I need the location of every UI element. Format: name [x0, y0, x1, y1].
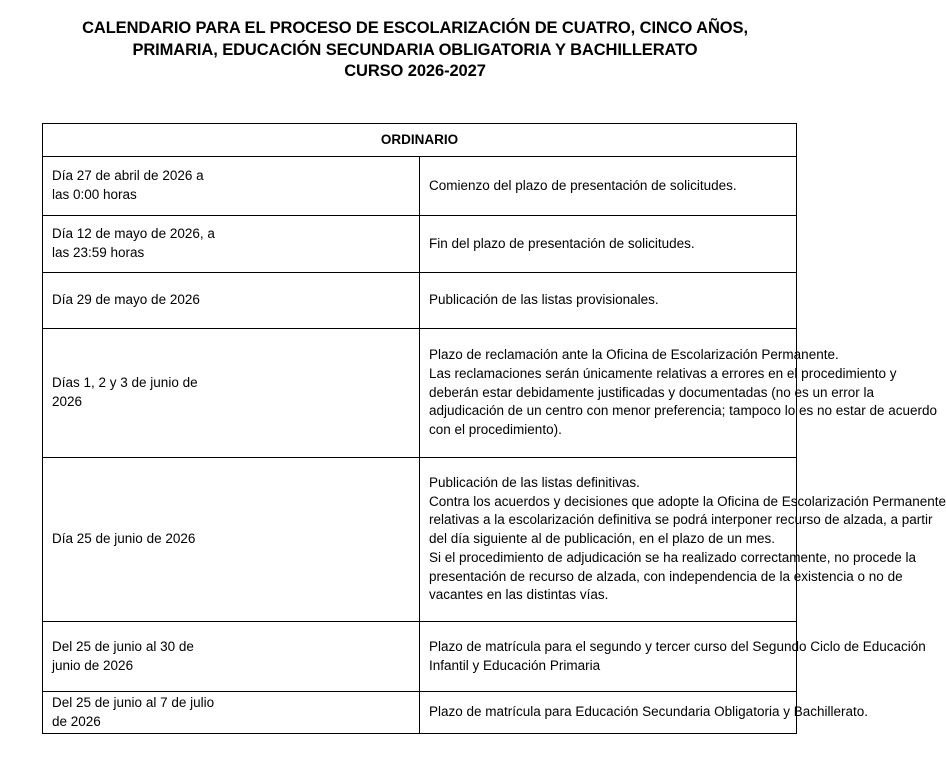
table-row	[43, 157, 797, 216]
date-cell	[43, 458, 420, 622]
title-line-3: CURSO 2026-2027	[344, 62, 486, 80]
table-row	[43, 216, 797, 273]
description-cell	[420, 273, 797, 329]
date-line: Día 27 de abril de 2026 a	[52, 168, 204, 184]
description-cell	[420, 458, 946, 622]
description-line: relativas a la escolarización definitiva se podrá interponer recurso de alzada, a partir	[429, 512, 933, 528]
date-line: Día 12 de mayo de 2026, a	[52, 226, 215, 242]
date-line: junio de 2026	[52, 657, 134, 673]
description-line: Publicación de las listas definitivas.	[429, 474, 640, 490]
table-header-ordinario: ORDINARIO	[43, 124, 797, 157]
description-line: Plazo de matrícula para Educación Secundaria Obligatoria y Bachillerato.	[429, 704, 868, 720]
description-cell	[420, 329, 938, 458]
date-cell	[43, 157, 420, 216]
description-line: Publicación de las listas provisionales.	[429, 292, 659, 308]
document-title	[0, 18, 830, 83]
description-line: presentación de recurso de alzada, con independencia de la existencia o no de	[429, 568, 903, 584]
calendar-table	[42, 123, 946, 734]
description-line: Contra los acuerdos y decisiones que adopte la Oficina de Escolarización Permanente	[429, 493, 946, 509]
date-cell	[43, 622, 420, 692]
date-line: Día 29 de mayo de 2026	[52, 292, 200, 308]
description-line: vacantes en las distintas vías.	[429, 587, 609, 603]
table-row	[43, 622, 797, 692]
description-line: adjudicación de un centro con menor preferencia; tampoco lo es no estar de acuerdo	[429, 403, 938, 419]
description-cell	[420, 692, 868, 734]
table-row	[43, 273, 797, 329]
date-line: las 0:00 horas	[52, 187, 137, 202]
description-line: deberán estar debidamente justificadas y documentadas (no es un error la	[429, 384, 875, 400]
date-line: Días 1, 2 y 3 de junio de	[52, 375, 198, 391]
date-cell	[43, 273, 420, 329]
table-row	[43, 692, 797, 734]
description-line: Plazo de matrícula para el segundo y tercer curso del Segundo Ciclo de Educación	[429, 638, 926, 654]
date-line: Día 25 de junio de 2026	[52, 531, 196, 547]
description-line: Si el procedimiento de adjudicación se ha realizado correctamente, no procede la	[429, 549, 917, 565]
date-cell	[43, 692, 420, 734]
description-line: Las reclamaciones serán únicamente relativas a errores en el procedimiento y	[429, 365, 897, 381]
date-cell	[43, 216, 420, 273]
description-line: con el procedimiento).	[429, 422, 562, 438]
description-cell	[420, 216, 797, 273]
date-line: de 2026	[52, 713, 101, 729]
table-row	[43, 329, 797, 458]
date-line: las 23:59 horas	[52, 245, 145, 260]
date-cell	[43, 329, 420, 458]
description-line: Plazo de reclamación ante la Oficina de Escolarización Permanente.	[429, 347, 839, 362]
date-line: 2026	[52, 394, 83, 409]
title-line-2: PRIMARIA, EDUCACIÓN SECUNDARIA OBLIGATORIA Y BACHILLERATO	[132, 40, 698, 59]
description-line: Fin del plazo de presentación de solicitudes.	[429, 235, 695, 251]
description-cell	[420, 622, 926, 692]
date-line: Del 25 de junio al 30 de	[52, 638, 194, 654]
title-line-1: CALENDARIO PARA EL PROCESO DE ESCOLARIZACIÓN DE CUATRO, CINCO AÑOS,	[82, 19, 748, 37]
description-line: del día siguiente al de publicación, en el plazo de un mes.	[429, 531, 775, 547]
description-cell	[420, 157, 797, 216]
description-line: Infantil y Educación Primaria	[429, 657, 601, 673]
date-line: Del 25 de junio al 7 de julio	[52, 694, 215, 710]
description-line: Comienzo del plazo de presentación de solicitudes.	[429, 177, 737, 193]
table-row	[43, 458, 797, 622]
